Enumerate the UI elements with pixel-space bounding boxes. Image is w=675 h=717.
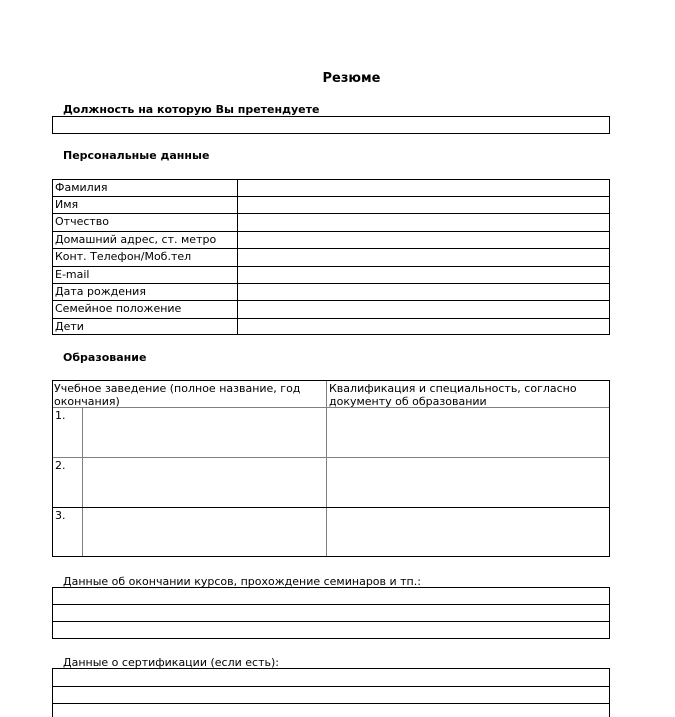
education-qualification-field-2[interactable] bbox=[328, 458, 609, 506]
position-field[interactable] bbox=[52, 116, 610, 134]
row-label-email: E-mail bbox=[55, 268, 90, 281]
page-title: Резюме bbox=[322, 71, 381, 86]
address-field[interactable] bbox=[239, 232, 609, 248]
education-institution-field-1[interactable] bbox=[84, 408, 325, 456]
courses-table bbox=[52, 587, 610, 639]
surname-field[interactable] bbox=[239, 180, 609, 196]
row-label-address: Домашний адрес, ст. метро bbox=[55, 233, 217, 246]
education-col1-header: Учебное заведение (полное название, год окончания) bbox=[54, 382, 301, 408]
certification-row-line bbox=[53, 703, 609, 704]
certification-field-1[interactable] bbox=[53, 669, 609, 686]
education-row-number: 2. bbox=[55, 459, 66, 472]
row-label-birthdate: Дата рождения bbox=[55, 285, 146, 298]
education-row-number: 1. bbox=[55, 409, 66, 422]
children-field[interactable] bbox=[239, 319, 609, 334]
row-label-phone: Конт. Телефон/Моб.тел bbox=[55, 250, 192, 263]
certification-table bbox=[52, 668, 610, 717]
personal-table bbox=[52, 179, 610, 335]
education-institution-field-3[interactable] bbox=[84, 508, 325, 556]
personal-heading: Персональные данные bbox=[63, 149, 210, 162]
courses-label: Данные об окончании курсов, прохождение семинаров и тп.: bbox=[63, 575, 421, 588]
education-table bbox=[52, 380, 610, 557]
courses-field-1[interactable] bbox=[53, 588, 609, 604]
birthdate-field[interactable] bbox=[239, 284, 609, 300]
education-row-number: 3. bbox=[55, 509, 66, 522]
education-qualification-field-3[interactable] bbox=[328, 508, 609, 556]
education-num-divider bbox=[82, 407, 83, 556]
patronymic-field[interactable] bbox=[239, 214, 609, 231]
name-field[interactable] bbox=[239, 197, 609, 213]
row-label-patronymic: Отчество bbox=[55, 215, 110, 228]
certification-label: Данные о сертификации (если есть): bbox=[63, 656, 279, 669]
row-label-marital: Семейное положение bbox=[55, 302, 182, 315]
row-label-children: Дети bbox=[55, 320, 84, 333]
courses-field-3[interactable] bbox=[53, 622, 609, 638]
certification-field-2[interactable] bbox=[53, 687, 609, 703]
marital-field[interactable] bbox=[239, 301, 609, 318]
education-heading: Образование bbox=[63, 351, 147, 364]
row-label-surname: Фамилия bbox=[55, 181, 108, 194]
position-label: Должность на которую Вы претендуете bbox=[63, 103, 320, 116]
education-col2-header: Квалификация и специальность, согласно документу об образовании bbox=[329, 382, 577, 408]
courses-field-2[interactable] bbox=[53, 605, 609, 621]
email-field[interactable] bbox=[239, 267, 609, 283]
phone-field[interactable] bbox=[239, 249, 609, 266]
education-qualification-field-1[interactable] bbox=[328, 408, 609, 456]
personal-table-divider bbox=[237, 180, 238, 334]
row-label-name: Имя bbox=[55, 198, 79, 211]
education-institution-field-2[interactable] bbox=[84, 458, 325, 506]
